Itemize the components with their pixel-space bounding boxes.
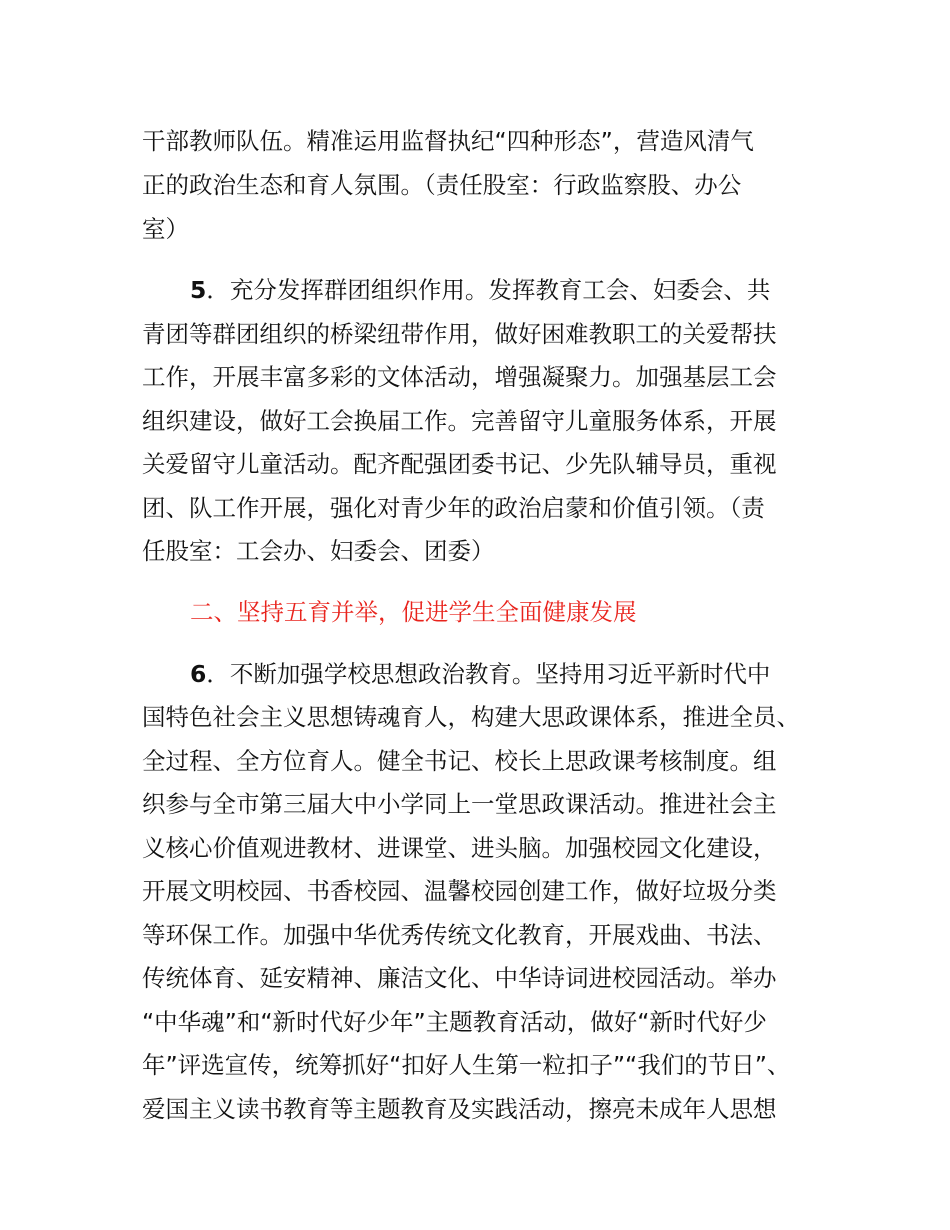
paragraph-line-text: ．充分发挥群团组织作用。发挥教育工会、妇委会、共 <box>206 276 771 304</box>
paragraph-line: 传统体育、延安精神、廉洁文化、中华诗词进校园活动。举办 <box>142 964 777 992</box>
paragraph-line: 任股室：工会办、妇委会、团委） <box>142 537 495 565</box>
paragraph-line: “中华魂”和“新时代好少年”主题教育活动，做好“新时代好少 <box>142 1008 767 1036</box>
paragraph-line: 青团等群团组织的桥梁纽带作用，做好困难教职工的关爱帮扶 <box>142 320 777 348</box>
paragraph-first-line <box>190 275 770 305</box>
paragraph-line: 室） <box>142 215 189 243</box>
paragraph-line: 关爱留守儿童活动。配齐配强团委书记、少先队辅导员，重视 <box>142 450 777 478</box>
paragraph-first-line <box>190 659 770 689</box>
paragraph-line: 开展文明校园、书香校园、温馨校园创建工作，做好垃圾分类 <box>142 877 777 905</box>
paragraph-line: 等环保工作。加强中华优秀传统文化教育，开展戏曲、书法、 <box>142 921 777 949</box>
paragraph-line: 正的政治生态和育人氛围。（责任股室：行政监察股、办公 <box>142 171 742 199</box>
paragraph-line: 工作，开展丰富多彩的文体活动，增强凝聚力。加强基层工会 <box>142 363 777 391</box>
paragraph-line: 组织建设，做好工会换届工作。完善留守儿童服务体系，开展 <box>142 407 777 435</box>
paragraph-line: 爱国主义读书教育等主题教育及实践活动，擦亮未成年人思想 <box>142 1095 777 1123</box>
paragraph-line: 全过程、全方位育人。健全书记、校长上思政课考核制度。组 <box>142 747 777 775</box>
paragraph-line: 织参与全市第三届大中小学同上一堂思政课活动。推进社会主 <box>142 790 777 818</box>
paragraph-line: 义核心价值观进教材、进课堂、进头脑。加强校园文化建设， <box>142 834 777 862</box>
section-heading: 二、坚持五育并举，促进学生全面健康发展 <box>190 598 637 626</box>
paragraph-line: 国特色社会主义思想铸魂育人，构建大思政课体系，推进全员、 <box>142 703 800 731</box>
item-number: 6 <box>190 660 207 688</box>
paragraph-line-text: ．不断加强学校思想政治教育。坚持用习近平新时代中 <box>206 660 771 688</box>
paragraph-line: 干部教师队伍。精准运用监督执纪“四种形态”，营造风清气 <box>142 127 754 155</box>
paragraph-line: 年”评选宣传，统筹抓好“扣好人生第一粒扣子”“我们的节日”、 <box>142 1051 791 1079</box>
item-number: 5 <box>190 276 207 304</box>
paragraph-line: 团、队工作开展，强化对青少年的政治启蒙和价值引领。（责 <box>142 494 765 522</box>
